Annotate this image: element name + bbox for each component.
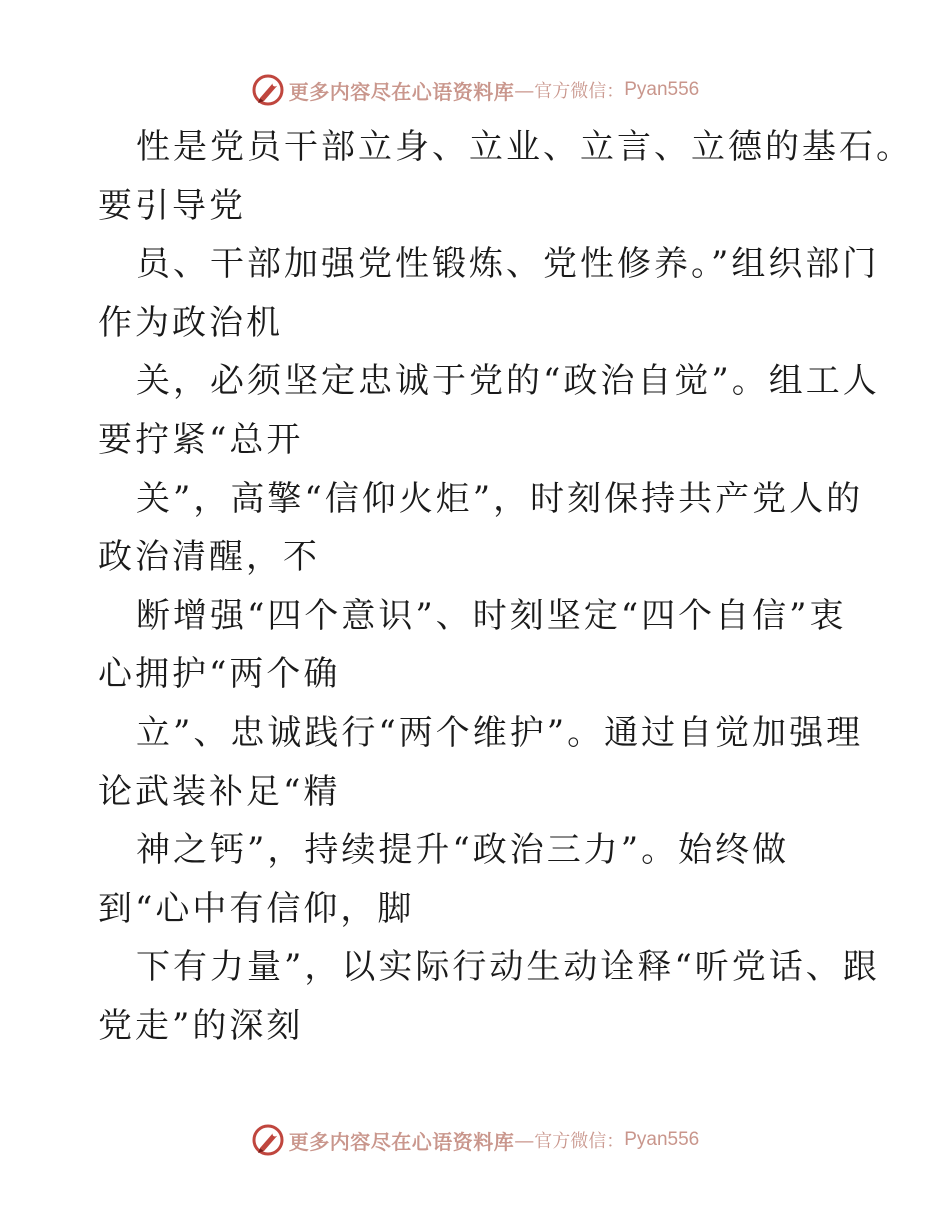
banner-dash: — (514, 78, 535, 102)
banner-main-text: 更多内容尽在心语资料库 (288, 1129, 515, 1154)
body-line: 关，必须坚定忠诚于党的“政治自觉”。组工人 (136, 361, 880, 402)
body-line: 员、干部加强党性锻炼、党性修养。”组织部门 (136, 244, 880, 285)
banner-wechat-label: 官方微信： (534, 81, 625, 102)
body-line: 心拥护“两个确 (98, 654, 341, 695)
body-line: 作为政治机 (98, 302, 283, 343)
body-line: 到“心中有信仰，脚 (98, 888, 415, 929)
body-line: 要引导党 (98, 185, 246, 226)
header-banner (0, 68, 950, 112)
banner-wechat-label: 官方微信： (534, 1131, 625, 1152)
body-line: 论武装补足“精 (98, 771, 341, 812)
pen-logo-icon (251, 1123, 285, 1157)
footer-banner (0, 1118, 950, 1162)
banner-dash: — (514, 1128, 535, 1152)
banner-wechat-id: Pyan556 (624, 1129, 700, 1150)
body-line: 立”、忠诚践行“两个维护”。通过自觉加强理 (136, 712, 864, 753)
body-line: 要拧紧“总开 (98, 419, 304, 460)
body-line: 下有力量”，以实际行动生动诠释“听党话、跟 (136, 947, 880, 988)
body-line: 关”，高擎“信仰火炬”，时刻保持共产党人的 (136, 478, 864, 519)
body-line: 性是党员干部立身、立业、立言、立德的基石。 (136, 127, 913, 167)
banner-main-text: 更多内容尽在心语资料库 (288, 79, 515, 104)
body-line: 神之钙”，持续提升“政治三力”。始终做 (136, 830, 790, 871)
body-line: 政治清醒，不 (98, 537, 320, 578)
banner-wechat-id: Pyan556 (624, 79, 700, 100)
body-line: 断增强“四个意识”、时刻坚定“四个自信”衷 (136, 595, 847, 636)
pen-logo-icon (251, 73, 285, 107)
body-line: 党走”的深刻 (98, 1005, 304, 1046)
document-body (98, 118, 913, 1056)
